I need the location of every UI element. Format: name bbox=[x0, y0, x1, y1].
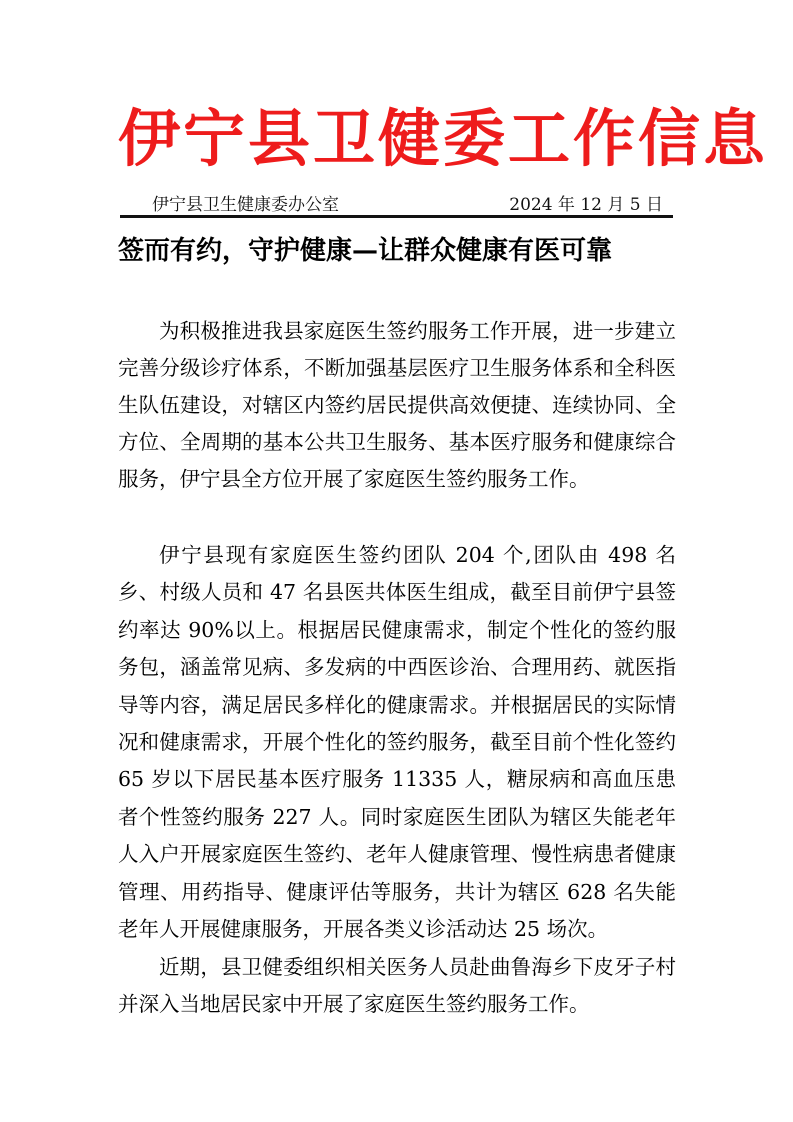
body-paragraph-2: 伊宁县现有家庭医生签约团队 204 个,团队由 498 名乡、村级人员和 47 名县医共体医生组成，截至目前伊宁县签约率达 90%以上。根据居民健康需求，制定个性化的签约服务包，涵盖常见病、多发病的中西医诊治、合理用药、就医指导等内容，满足居民多样化的健康需求。并根据居民的实际情况和健康需求，开展个性化的签约服务，截至目前个性化签约 65 岁以下居民基本医疗服务 11335 人，糖尿病和高血压患者个性签约服务 227 人。同时家庭医生团队为辖区失能老年人入户开展家庭医生签约、老年人健康管理、慢性病患者健康管理、用药指导、健康评估等服务，共计为辖区 628 名失能老年人开展健康服务，开展各类义诊活动达 25 场次。 bbox=[118, 543, 676, 942]
issuer-name: 伊宁县卫生健康委办公室 bbox=[152, 195, 339, 215]
body-paragraph-1: 为积极推进我县家庭医生签约服务工作开展，进一步建立完善分级诊疗体系，不断加强基层医疗卫生服务体系和全科医生队伍建设，对辖区内签约居民提供高效便捷、连续协同、全方位、全周期的基本公共卫生服务、基本医疗服务和健康综合服务，伊宁县全方位开展了家庭医生签约服务工作。 bbox=[118, 319, 676, 491]
article-title: 签而有约，守护健康—让群众健康有医可靠 bbox=[118, 236, 613, 266]
masthead-divider bbox=[120, 215, 673, 218]
issuer-row bbox=[120, 187, 673, 215]
masthead-title: 伊宁县卫健委工作信息 bbox=[118, 102, 769, 175]
body-paragraph-3: 近期，县卫健委组织相关医务人员赴曲鲁海乡下皮牙子村并深入当地居民家中开展了家庭医生签约服务工作。 bbox=[118, 955, 676, 1016]
issue-date: 2024 年 12 月 5 日 bbox=[509, 195, 663, 215]
